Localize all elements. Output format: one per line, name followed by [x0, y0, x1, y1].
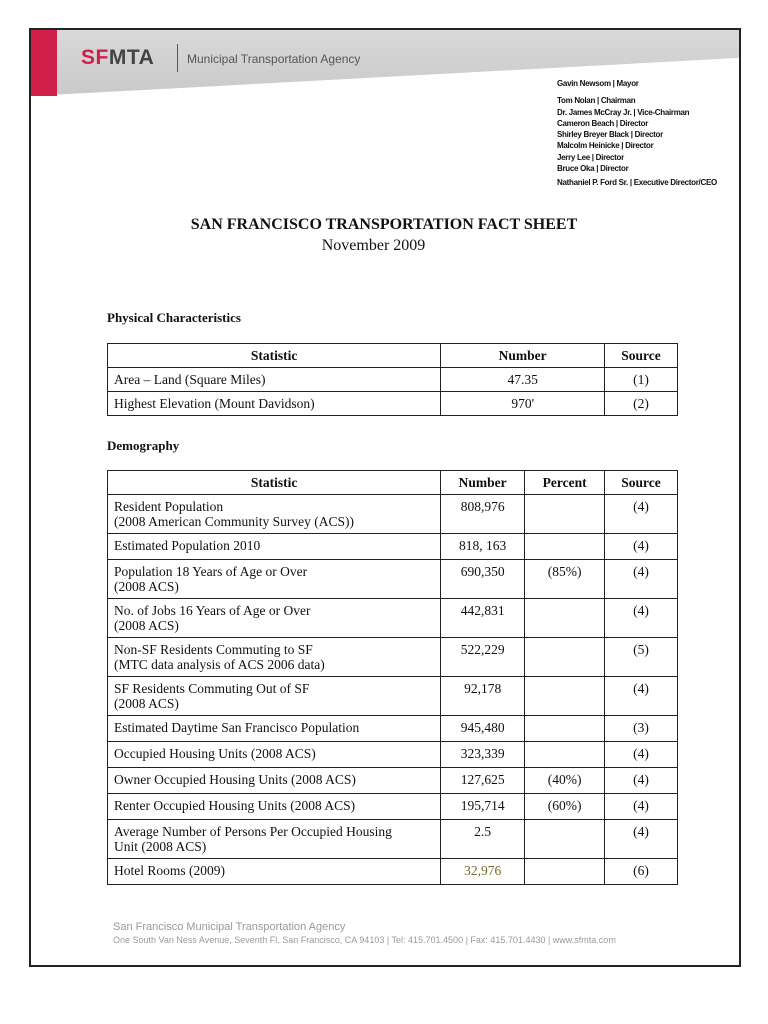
source-cell: (4) — [605, 794, 678, 820]
board-member: Bruce Oka | Director — [557, 164, 629, 174]
number-cell: 323,339 — [441, 742, 525, 768]
page-title: SAN FRANCISCO TRANSPORTATION FACT SHEET — [190, 216, 578, 233]
number-cell: 690,350 — [441, 560, 525, 599]
statistic-label: No. of Jobs 16 Years of Age or Over — [114, 603, 311, 618]
board-member: Shirley Breyer Black | Director — [557, 130, 663, 140]
table-row — [108, 716, 678, 742]
col-header: Number — [441, 471, 525, 495]
statistic-label: Hotel Rooms (2009) — [114, 863, 225, 878]
percent-cell — [525, 716, 605, 742]
board-member: Jerry Lee | Director — [557, 152, 624, 162]
statistic-cell — [108, 820, 441, 859]
percent-cell — [525, 742, 605, 768]
source-cell: (1) — [605, 368, 678, 392]
number-cell: 442,831 — [441, 599, 525, 638]
statistic-cell — [108, 677, 441, 716]
table-row — [108, 742, 678, 768]
board-member: Tom Nolan | Chairman — [557, 96, 636, 106]
statistic-cell — [108, 495, 441, 534]
statistic-cell — [108, 599, 441, 638]
board-member: Malcolm Heinicke | Director — [557, 141, 654, 151]
statistic-cell — [108, 560, 441, 599]
percent-cell — [525, 820, 605, 859]
col-header: Statistic — [108, 344, 441, 368]
statistic-label: Population 18 Years of Age or Over — [114, 564, 308, 579]
statistic-label: Renter Occupied Housing Units (2008 ACS) — [114, 798, 356, 813]
statistic-cell: Highest Elevation (Mount Davidson) — [108, 392, 441, 416]
statistic-label: Estimated Population 2010 — [114, 538, 261, 553]
statistic-cell — [108, 742, 441, 768]
percent-cell — [525, 495, 605, 534]
source-cell: (4) — [605, 495, 678, 534]
statistic-cell — [108, 716, 441, 742]
table-row — [108, 495, 678, 534]
col-header: Percent — [525, 471, 605, 495]
physical-heading: Physical Characteristics — [107, 310, 241, 325]
statistic-cell: Area – Land (Square Miles) — [108, 368, 441, 392]
demography-table — [107, 470, 678, 885]
col-header: Number — [441, 344, 605, 368]
statistic-cell — [108, 794, 441, 820]
board-member: Gavin Newsom | Mayor — [557, 79, 639, 88]
col-header: Source — [605, 344, 678, 368]
source-cell: (4) — [605, 677, 678, 716]
statistic-label: SF Residents Commuting Out of SF — [114, 681, 310, 696]
table-row — [108, 677, 678, 716]
percent-cell — [525, 677, 605, 716]
statistic-label: Average Number of Persons Per Occupied Housing — [114, 824, 392, 839]
source-cell: (4) — [605, 820, 678, 859]
statistic-label: Resident Population — [114, 499, 224, 514]
table-row — [108, 859, 678, 885]
source-cell: (2) — [605, 392, 678, 416]
source-cell: (6) — [605, 859, 678, 885]
percent-cell: (40%) — [525, 768, 605, 794]
table-row — [108, 768, 678, 794]
statistic-label: Occupied Housing Units (2008 ACS) — [114, 746, 316, 761]
statistic-cell — [108, 859, 441, 885]
col-header: Source — [605, 471, 678, 495]
number-cell: 808,976 — [441, 495, 525, 534]
statistic-sublabel: (MTC data analysis of ACS 2006 data) — [114, 657, 325, 672]
source-cell: (4) — [605, 599, 678, 638]
number-cell: 47.35 — [441, 368, 605, 392]
statistic-label: Non-SF Residents Commuting to SF — [114, 642, 313, 657]
percent-cell: (85%) — [525, 560, 605, 599]
statistic-label: Owner Occupied Housing Units (2008 ACS) — [114, 772, 356, 787]
table-row — [108, 599, 678, 638]
agency-name: Municipal Transportation Agency — [187, 52, 361, 66]
board-member: Nathaniel P. Ford Sr. | Executive Director/CEO — [557, 178, 717, 188]
logo-divider — [177, 44, 178, 72]
footer-address: One South Van Ness Avenue, Seventh Fl. San Francisco, CA 94103 | Tel: 415.701.4500 | Fax: 415.701.4430 | www.sfmta.com — [113, 935, 616, 945]
statistic-cell — [108, 534, 441, 560]
source-cell: (4) — [605, 560, 678, 599]
source-cell: (5) — [605, 638, 678, 677]
percent-cell — [525, 599, 605, 638]
table-row — [108, 560, 678, 599]
logo-mta: MTA — [108, 46, 155, 69]
number-cell: 195,714 — [441, 794, 525, 820]
percent-cell — [525, 534, 605, 560]
sfmta-logo — [81, 46, 154, 70]
demography-heading: Demography — [107, 438, 180, 453]
page-date: November 2009 — [321, 237, 426, 254]
number-cell: 32,976 — [441, 859, 525, 885]
source-cell: (4) — [605, 742, 678, 768]
number-cell: 945,480 — [441, 716, 525, 742]
statistic-cell — [108, 768, 441, 794]
table-row — [108, 534, 678, 560]
number-cell: 522,229 — [441, 638, 525, 677]
statistic-sublabel: (2008 ACS) — [114, 618, 179, 633]
number-cell: 970' — [441, 392, 605, 416]
statistic-sublabel: (2008 American Community Survey (ACS)) — [114, 514, 354, 529]
number-cell: 2.5 — [441, 820, 525, 859]
board-member: Cameron Beach | Director — [557, 118, 649, 128]
number-cell: 818, 163 — [441, 534, 525, 560]
statistic-sublabel: Unit (2008 ACS) — [114, 839, 207, 854]
percent-cell: (60%) — [525, 794, 605, 820]
table-row — [108, 794, 678, 820]
statistic-cell — [108, 638, 441, 677]
statistic-label: Estimated Daytime San Francisco Population — [114, 720, 360, 735]
logo-sf: SF — [81, 46, 109, 69]
red-accent-tab — [31, 30, 57, 96]
percent-cell — [525, 859, 605, 885]
statistic-sublabel: (2008 ACS) — [114, 696, 179, 711]
percent-cell — [525, 638, 605, 677]
source-cell: (4) — [605, 768, 678, 794]
table-row — [108, 820, 678, 859]
col-header: Statistic — [108, 471, 441, 495]
source-cell: (4) — [605, 534, 678, 560]
board-list — [557, 78, 737, 189]
table-row — [108, 368, 678, 392]
table-row — [108, 392, 678, 416]
number-cell: 92,178 — [441, 677, 525, 716]
source-cell: (3) — [605, 716, 678, 742]
statistic-sublabel: (2008 ACS) — [114, 579, 179, 594]
table-row — [108, 638, 678, 677]
footer-agency: San Francisco Municipal Transportation Agency — [113, 921, 346, 933]
physical-table — [107, 343, 678, 416]
board-member: Dr. James McCray Jr. | Vice-Chairman — [557, 107, 690, 117]
number-cell: 127,625 — [441, 768, 525, 794]
